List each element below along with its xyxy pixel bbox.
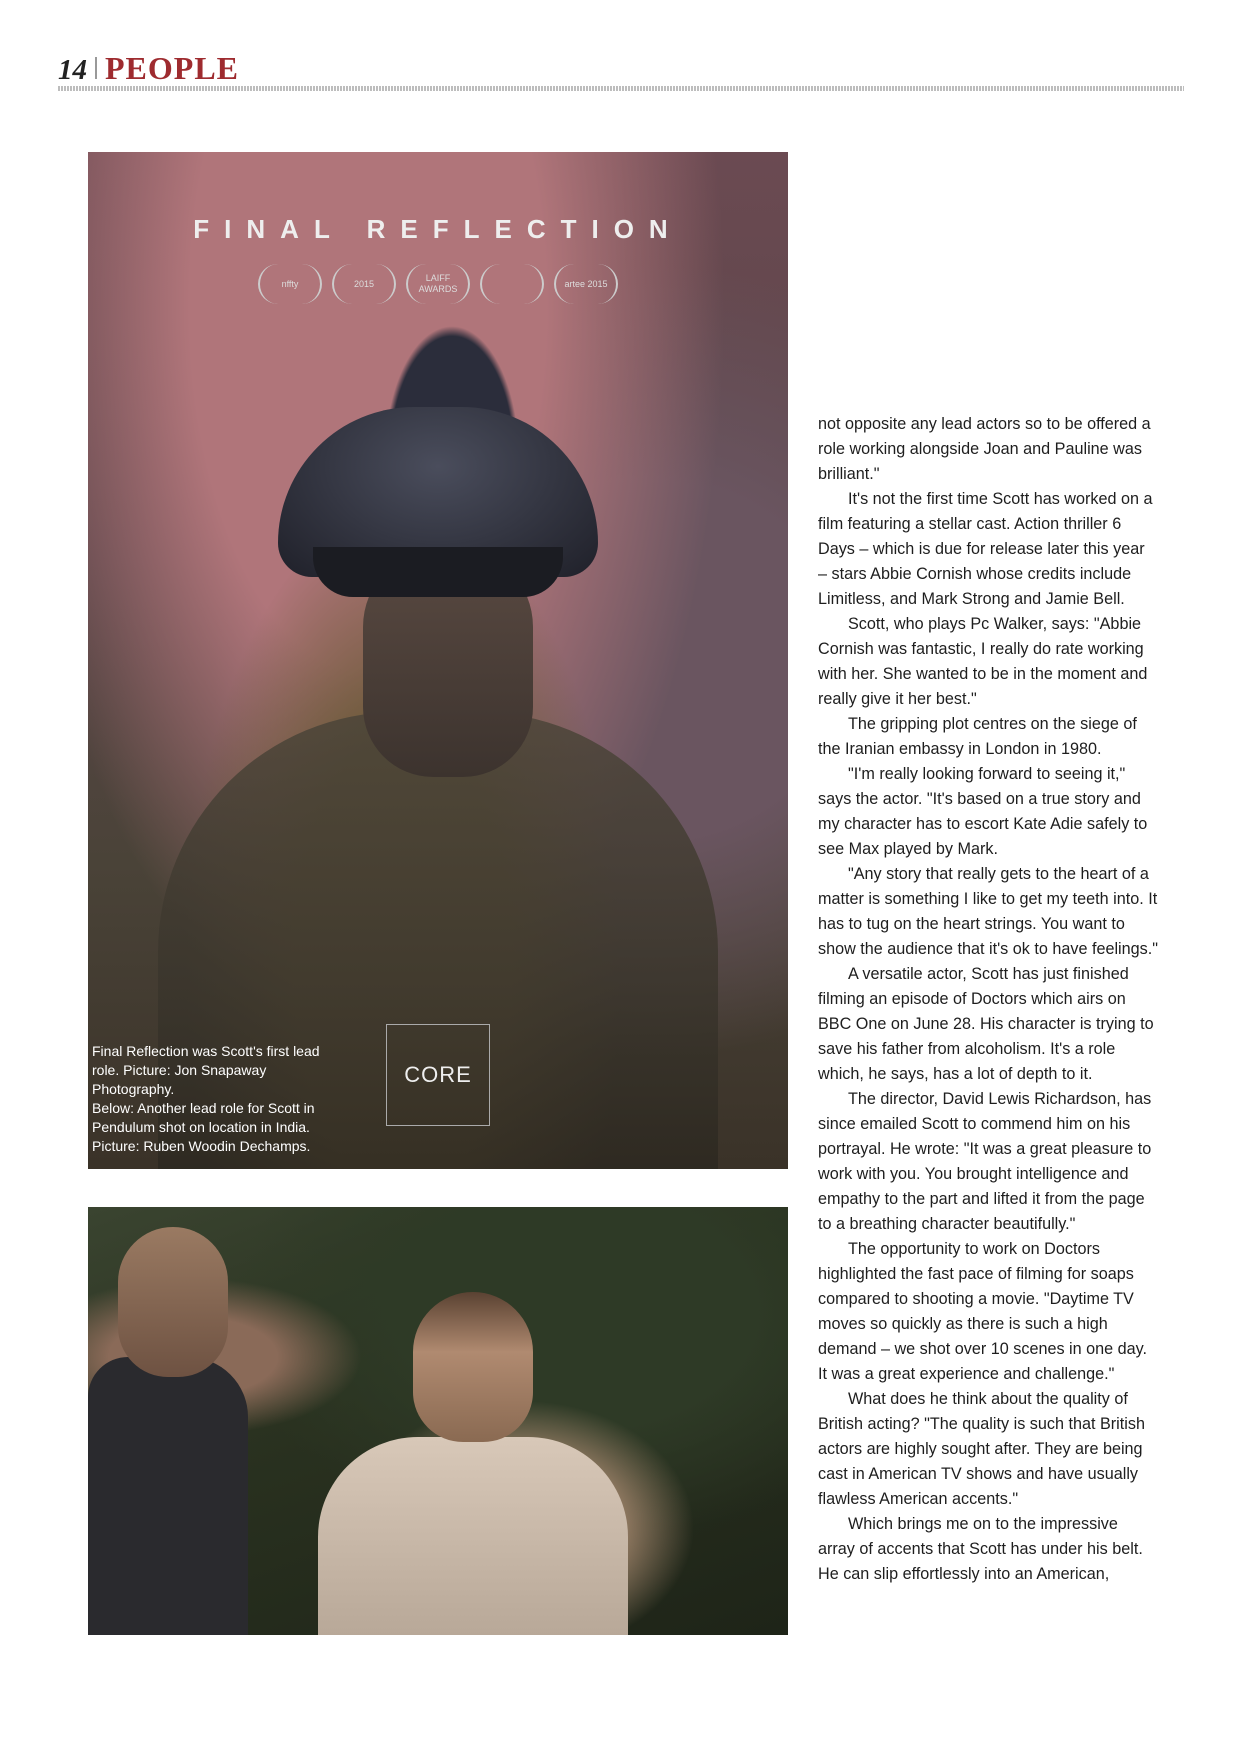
page-header <box>58 50 239 86</box>
header-rule <box>58 86 1184 91</box>
article-paragraph: It's not the first time Scott has worked on a film featuring a stellar cast. Action thriller 6 Days – which is due for release later this year – stars Abbie Cornish whose credits include Limitless, and Mark Strong and Jamie Bell. <box>818 490 1153 608</box>
article-paragraph: not opposite any lead actors so to be offered a role working alongside Joan and Pauline was brilliant." <box>818 415 1151 483</box>
article-paragraph: The opportunity to work on Doctors highlighted the fast pace of filming for soaps compared to shooting a movie. "Daytime TV moves so quickly as there is such a high demand – we shot over 10 scenes in one day. It was a great experience and challenge." <box>818 1240 1148 1383</box>
core-films-logo: CORE <box>386 1024 490 1126</box>
photo-figure-left-body <box>88 1357 248 1635</box>
photo-figure-right-body <box>318 1437 628 1635</box>
photo-caption <box>92 1042 342 1156</box>
page-number: 14 <box>58 54 87 86</box>
festival-laurels <box>258 264 618 308</box>
article-paragraph: "Any story that really gets to the heart of a matter is something I like to get my teeth into. It has to tug on the heart strings. You want to show the audience that it's ok to have feelings." <box>818 865 1158 958</box>
poster-title: FINAL REFLECTION <box>193 214 683 244</box>
laurel-icon: nffty <box>258 264 322 304</box>
laurel-icon <box>480 264 544 304</box>
article-paragraph: The director, David Lewis Richardson, has since emailed Scott to commend him on his portrayal. He wrote: "It was a great pleasure to work with you. You brought intelligence and empathy to the part and lifted it from the page to a breathing character beautifully." <box>818 1090 1152 1233</box>
article-body <box>818 412 1158 1587</box>
pendulum-still-photo <box>88 1207 788 1635</box>
article-paragraph: What does he think about the quality of British acting? "The quality is such that British actors are highly sought after. They are being cast in American TV shows and have usually flawless American accents." <box>818 1390 1145 1508</box>
final-reflection-poster <box>88 152 788 1169</box>
photo-figure-left-head <box>118 1227 228 1377</box>
laurel-icon: 2015 <box>332 264 396 304</box>
laurel-icon: LAIFF AWARDS <box>406 264 470 304</box>
poster-figure-capband <box>313 547 563 597</box>
section-title: PEOPLE <box>105 50 240 86</box>
caption-line: Final Reflection was Scott's first lead role. Picture: Jon Snapaway Photography. <box>92 1043 320 1097</box>
article-paragraph: Which brings me on to the impressive array of accents that Scott has under his belt. He can slip effortlessly into an American, <box>818 1515 1143 1583</box>
header-divider <box>95 57 97 79</box>
laurel-icon: artee 2015 <box>554 264 618 304</box>
article-paragraph: The gripping plot centres on the siege of the Iranian embassy in London in 1980. <box>818 715 1137 758</box>
caption-line: Below: Another lead role for Scott in Pendulum shot on location in India. Picture: Ruben Woodin Dechamps. <box>92 1100 315 1154</box>
article-paragraph: "I'm really looking forward to seeing it," says the actor. "It's based on a true story and my character has to escort Kate Adie safely to see Max played by Mark. <box>818 765 1148 858</box>
photo-figure-right-head <box>413 1292 533 1442</box>
article-paragraph: Scott, who plays Pc Walker, says: "Abbie Cornish was fantastic, I really do rate working with her. She wanted to be in the moment and really give it her best." <box>818 615 1148 708</box>
article-paragraph: A versatile actor, Scott has just finished filming an episode of Doctors which airs on BBC One on June 28. His character is trying to save his father from alcoholism. It's a role which, he says, has a lot of depth to it. <box>818 965 1154 1083</box>
